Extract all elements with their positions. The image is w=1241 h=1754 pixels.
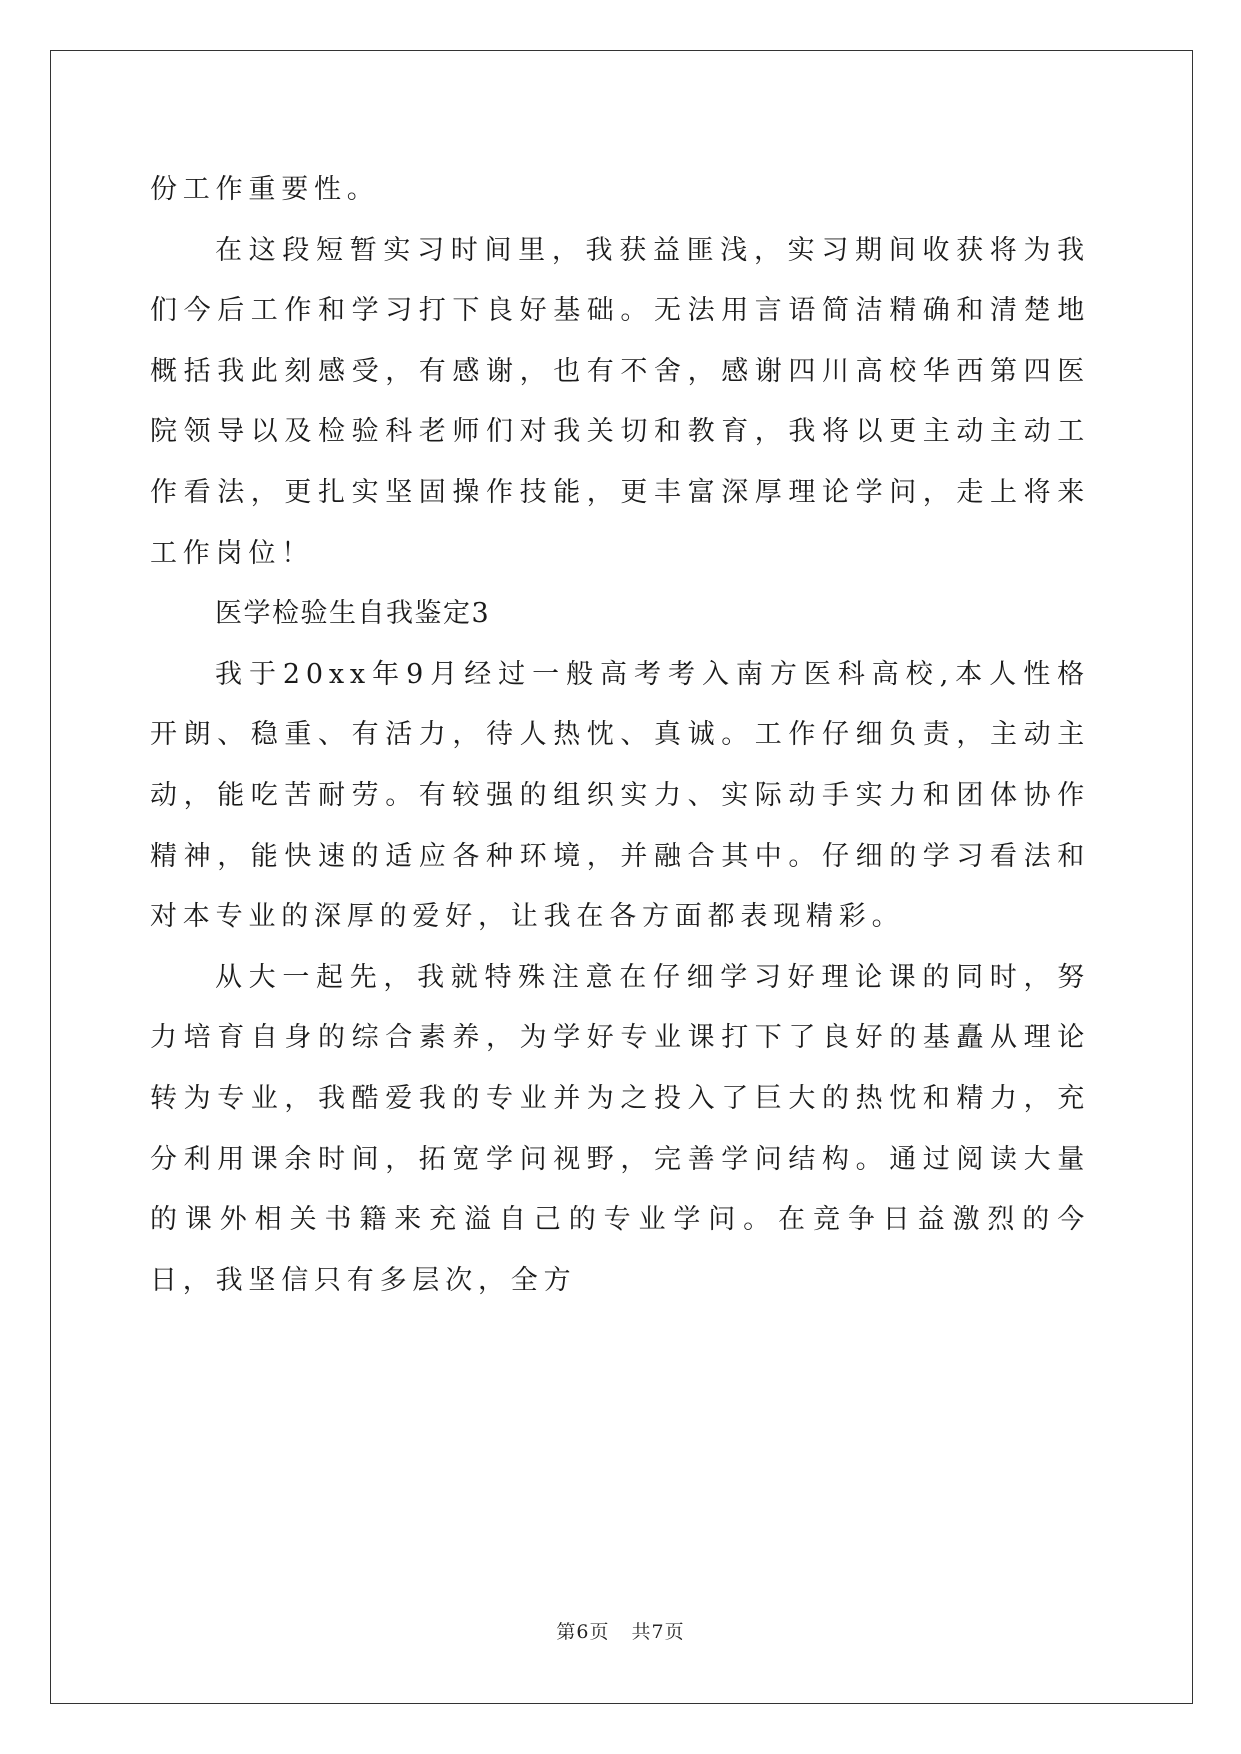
paragraph: 份工作重要性。 [150, 174, 380, 205]
section-heading: 医学检验生自我鉴定3 [215, 598, 491, 630]
document-body [150, 160, 1090, 1311]
paragraph: 从大一起先，我就特殊注意在仔细学习好理论课的同时，努力培育自身的综合素养，为学好专业课打下了良好的基矗从理论转为专业，我酷爱我的专业并为之投入了巨大的热忱和精力，充分利用课余时间，拓宽学问视野，完善学问结构。通过阅读大量的课外相关书籍来充溢自己的专业学问。在竞争日益激烈的今日，我坚信只有多层次，全方 [150, 961, 1090, 1296]
page-footer [0, 1617, 1241, 1644]
page-number: 第6页 [556, 1621, 610, 1643]
paragraph: 在这段短暂实习时间里，我获益匪浅，实习期间收获将为我们今后工作和学习打下良好基础。无法用言语简洁精确和清楚地概括我此刻感受，有感谢，也有不舍，感谢四川高校华西第四医院领导以及检验科老师们对我关切和教育，我将以更主动主动工作看法，更扎实坚固操作技能，更丰富深厚理论学问，走上将来工作岗位！ [150, 234, 1090, 569]
total-pages: 共7页 [631, 1621, 685, 1643]
paragraph: 我于20xx年9月经过一般高考考入南方医科高校,本人性格开朗、稳重、有活力，待人热忱、真诚。工作仔细负责，主动主动，能吃苦耐劳。有较强的组织实力、实际动手实力和团体协作精神，能快速的适应各种环境，并融合其中。仔细的学习看法和对本专业的深厚的爱好，让我在各方面都表现精彩。 [150, 658, 1090, 933]
